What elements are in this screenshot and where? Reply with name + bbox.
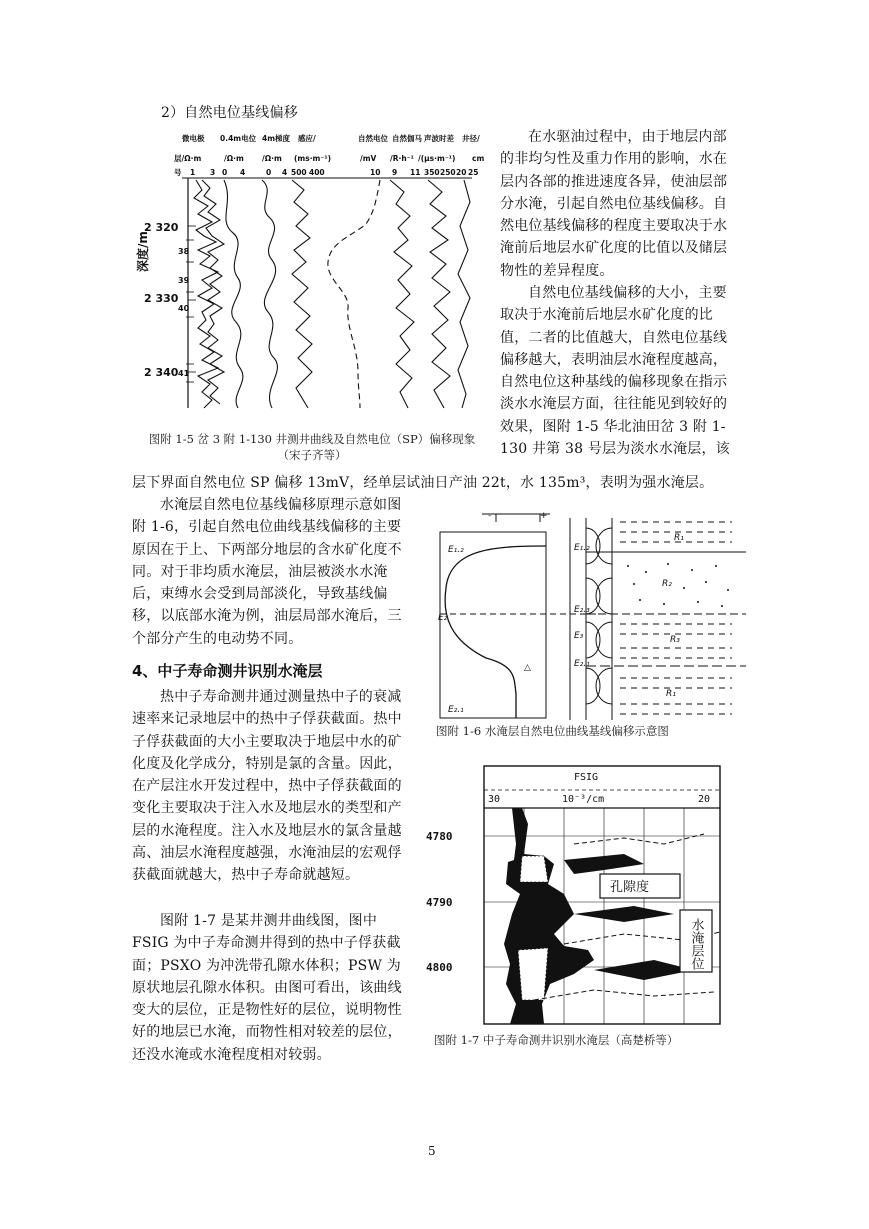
unit-1: /Ω·m [224, 154, 244, 163]
sp-baseline-diagram [436, 508, 746, 722]
right-paragraph-2: 自然电位基线偏移的大小，主要取决于水淹前后地层水矿化度的比值，二者的比值越大，自然电位基线偏移越大，表明油层水淹程度越高，自然电位这种基线的偏移现象在指示淡水水淹层方面，往往能见到较好的效果，图附 1-5 华北油田岔 3 附 1-130 井第 38 号层为淡水水淹层，该 [500, 285, 730, 458]
hdr-4: 自然电位 [358, 134, 388, 143]
layer-40: 40 [178, 304, 190, 313]
scale-6: 500 [291, 168, 307, 177]
scale-right: 20 [698, 794, 711, 805]
scale-14: 25 [468, 168, 479, 177]
depth-4800: 4800 [426, 961, 453, 974]
layer-39: 39 [178, 276, 190, 285]
scale-8: 10 [370, 168, 381, 177]
fig17-caption: 图附 1-7 中子寿命测井识别水淹层（高楚桥等） [434, 1033, 679, 1047]
unit-0: 层/Ω·m [174, 154, 202, 163]
scale-4: 0 [266, 168, 272, 177]
scale-7: 400 [309, 168, 325, 177]
hdr-0: 微电极 [182, 134, 205, 143]
figure-1-6 [436, 508, 746, 722]
porosity-label: 孔隙度 [610, 880, 650, 895]
fsig-unit: 10⁻³/cm [562, 794, 605, 805]
col-hao: 号 [174, 168, 182, 177]
left-paragraph-3: 图附 1-7 是某井测井曲线图，图中 FSIG 为中子寿命测井得到的热中子俘获截面；PSXO 为冲洗带孔隙水体积；PSW 为原状地层孔隙水体积。由图可看出，该曲线变大的层位，正是物性好的层位，说明物性好的地层已水淹，而物性相对较差的层位，还没水淹或水淹程度相对较弱。 [132, 913, 402, 1063]
log-curves [194, 180, 470, 408]
scale-1: 3 [210, 168, 216, 177]
heading-4: 4、中子寿命测井识别水淹层 [132, 662, 323, 680]
hdr-7: 井径/ [462, 134, 480, 143]
scale-2: 0 [222, 168, 228, 177]
r-label-0: R₁ [674, 533, 684, 543]
depth-2320: 2 320 [144, 221, 179, 234]
e-right-0: E₁.₂ [574, 543, 590, 553]
layer-41: 41 [178, 369, 190, 378]
unit-6: /(μs·m⁻¹) [418, 154, 456, 163]
flooded-layer-label: 水淹层位 [688, 918, 704, 970]
hdr-1: 0.4m电位 [220, 134, 257, 143]
unit-4: /mV [360, 154, 377, 163]
fig15-caption-1: 图附 1-5 岔 3 附 1-130 井测井曲线及自然电位（SP）偏移现象 [148, 432, 476, 446]
fig16-caption: 图附 1-6 水淹层自然电位曲线基线偏移示意图 [436, 724, 669, 738]
unit-5: /R·h⁻¹ [390, 154, 414, 163]
depth-4790: 4790 [426, 896, 453, 909]
hdr-3: 感应/ [298, 134, 316, 143]
scale-0: 1 [190, 168, 196, 177]
r-label-3: R₁ [666, 689, 676, 699]
scale-9: 9 [392, 168, 398, 177]
depth-2330: 2 330 [144, 292, 179, 305]
minus-sign: - [488, 511, 492, 521]
left-paragraph-1: 水淹层自然电位基线偏移原理示意如图附 1-6，引起自然电位曲线基线偏移的主要原因在于上、下两部分地层的含水矿化度不同。对于非均质水淹层，油层被淡水水淹后，束缚水会受到局部淡化，导致基线偏移，以底部水淹为例，油层局部水淹后，三个部分产生的电动势不同。 [132, 497, 402, 647]
left-paragraph-2: 热中子寿命测井通过测量热中子的衰减速率来记录地层中的热中子俘获截面。热中子俘获截面的大小主要取决于地层中水的矿化度及化学成分，特别是氯的含量。因此，在产层注水开发过程中，热中子俘获截面的变化主要取决于注入水及地层水的类型和产层的水淹程度。注入水及地层水的氯含量越高、油层水淹程度越强，水淹油层的宏观俘获截面就越大，热中子寿命就越短。 [132, 689, 402, 884]
plus-sign: + [540, 511, 548, 521]
hdr-2: 4m梯度 [262, 134, 291, 143]
e-label-bot: E₂.₁ [448, 705, 464, 715]
scale-10: 11 [410, 168, 421, 177]
scale-12: 250 [440, 168, 456, 177]
e-right-2: E₃ [574, 631, 584, 641]
r-label-2: R₃ [670, 635, 680, 645]
scale-11: 350 [424, 168, 440, 177]
e-label-top: E₁.₂ [448, 545, 464, 555]
e-label-mid: E₂ [438, 613, 448, 623]
depth-4780: 4780 [426, 830, 453, 843]
unit-7: cm [472, 154, 485, 163]
scale-left: 30 [488, 794, 501, 805]
delta-symbol: △ [524, 663, 531, 673]
right-paragraph-1: 在水驱油过程中，由于地层内部的非均匀性及重力作用的影响，水在层内各部的推进速度各异，使油层部分水淹，引起自然电位基线偏移。自然电位基线偏移的程度主要取决于水淹前后地层水矿化度的比值以及储层物性的差异程度。 [500, 129, 728, 279]
page-number: 5 [428, 1144, 436, 1158]
hdr-6: 声波时差 [424, 134, 454, 143]
full-width-line: 层下界面自然电位 SP 偏移 13mV，经单层试油日产油 22t，水 135m³，表明为强水淹层。 [132, 475, 714, 491]
fsig-label: FSIG [574, 772, 599, 783]
figure-1-5 [136, 132, 492, 432]
section-heading: 2）自然电位基线偏移 [161, 105, 298, 121]
hdr-5: 自然伽马 [392, 134, 422, 143]
fig15-caption-2: （宋子齐等） [277, 448, 347, 462]
e-right-3: E₂.₁ [574, 659, 590, 669]
scale-3: 4 [240, 168, 246, 177]
scale-5: 4 [282, 168, 288, 177]
unit-3: (ms·m⁻¹) [294, 154, 332, 163]
depth-2340: 2 340 [144, 366, 179, 379]
figure-1-7 [424, 764, 724, 1030]
e-right-1: E₂.₃ [574, 605, 590, 615]
layer-38: 38 [178, 247, 190, 256]
well-log-plot [136, 132, 492, 432]
fsig-log-plot [424, 764, 724, 1030]
scale-13: 20 [456, 168, 467, 177]
unit-2: /Ω·m [262, 154, 282, 163]
depth-axis-label: 深度/m [136, 231, 150, 272]
r-label-1: R₂ [662, 579, 672, 589]
